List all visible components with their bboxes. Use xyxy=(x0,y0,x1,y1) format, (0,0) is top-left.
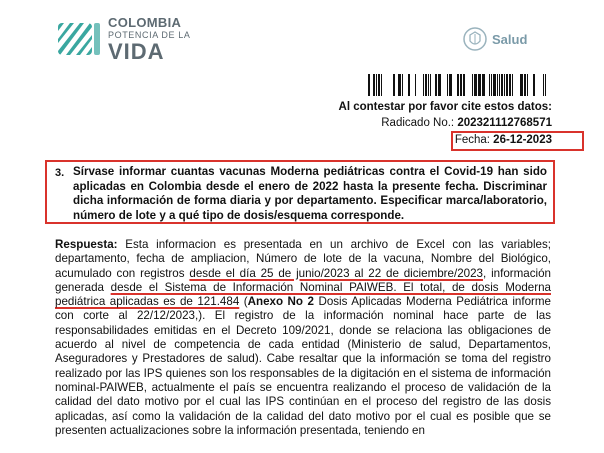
logo-line-2: POTENCIA DE LA xyxy=(108,30,191,40)
logo-line-1: COLOMBIA xyxy=(108,15,182,30)
ministry-name: Salud xyxy=(492,31,528,47)
colombia-logo-text xyxy=(108,16,190,63)
fecha-value: 26-12-2023 xyxy=(493,134,552,146)
answer-text-3: Dosis Aplicadas Moderna Pediátrica informe con corte al 22/12/2023,). El registro de la información nominal hace parte de las responsabilidades emitidas en el Decreto 109/2021, donde se relaciona las obligaciones de acuerdo al nivel de competencia de cada entidad (Ministerio de salud, Departamentos, Aseguradores y Prestadores de salud). Cabe resaltar que la información se toma del registro realizado por las IPS quienes son los responsables de la digitación en el sistema de información nominal-PAIWEB, actualmente el país se encuentra realizando el proceso de validación de la calidad del dato motivo por el cual las IPS continúan en el proceso del registro de las dosis aplicadas, así como la validación de la calidad del dato motivo por el cual es posible que se presenten actualizaciones sobre la información presentada, teniendo en xyxy=(55,295,551,437)
radicado-value: 202321112768571 xyxy=(457,116,552,129)
answer-text-1: Esta informacion es presentada en un archivo de Excel con las variables; departamento, fecha de ampliacion, Número de lote de la vacuna, Nombre del Biológico, acumulado con registros xyxy=(55,238,551,280)
question-highlight-box xyxy=(45,160,555,224)
radicado-label: Radicado No.: xyxy=(381,116,458,129)
citation-block xyxy=(339,100,552,151)
question-number: 3. xyxy=(55,167,65,179)
cite-instruction: Al contestar por favor cite estos datos: xyxy=(338,101,552,113)
coat-of-arms-seal-icon xyxy=(462,26,488,52)
radicado-line xyxy=(339,116,552,132)
annex-reference: Anexo No 2 xyxy=(247,295,314,309)
answer-lead: Respuesta: xyxy=(55,238,118,251)
answer-paragraph xyxy=(55,238,551,438)
fecha-line xyxy=(339,131,552,151)
answer-paren-open: ( xyxy=(239,295,248,309)
logo-line-3: VIDA xyxy=(108,39,165,64)
letterhead xyxy=(0,0,604,70)
fecha-highlight-box xyxy=(451,131,584,151)
fecha-label: Fecha: xyxy=(454,134,494,146)
answer-total-doses: desde el Sistema de Información Nominal PAIWEB. El total, de dosis Moderna pediátrica aplicadas es de 121.484 xyxy=(55,280,551,309)
barcode xyxy=(368,74,550,96)
ministry-logo xyxy=(462,26,527,52)
colombia-logo-icon xyxy=(56,17,102,61)
answer-date-range: desde el día 25 de junio/2023 al 22 de diciembre/2023 xyxy=(189,266,484,280)
answer-text-2: , información generada xyxy=(55,266,551,294)
question-text: Sírvase informar cuantas vacunas Moderna pediátricas contra el Covid-19 han sido aplicadas en Colombia desde el enero de 2022 hasta la presente fecha. Discriminar dicha información de forma diaria y por departamento. Especificar marca/laboratorio, número de lote y a qué tipo de dosis/esquema corresponde. xyxy=(73,165,547,222)
